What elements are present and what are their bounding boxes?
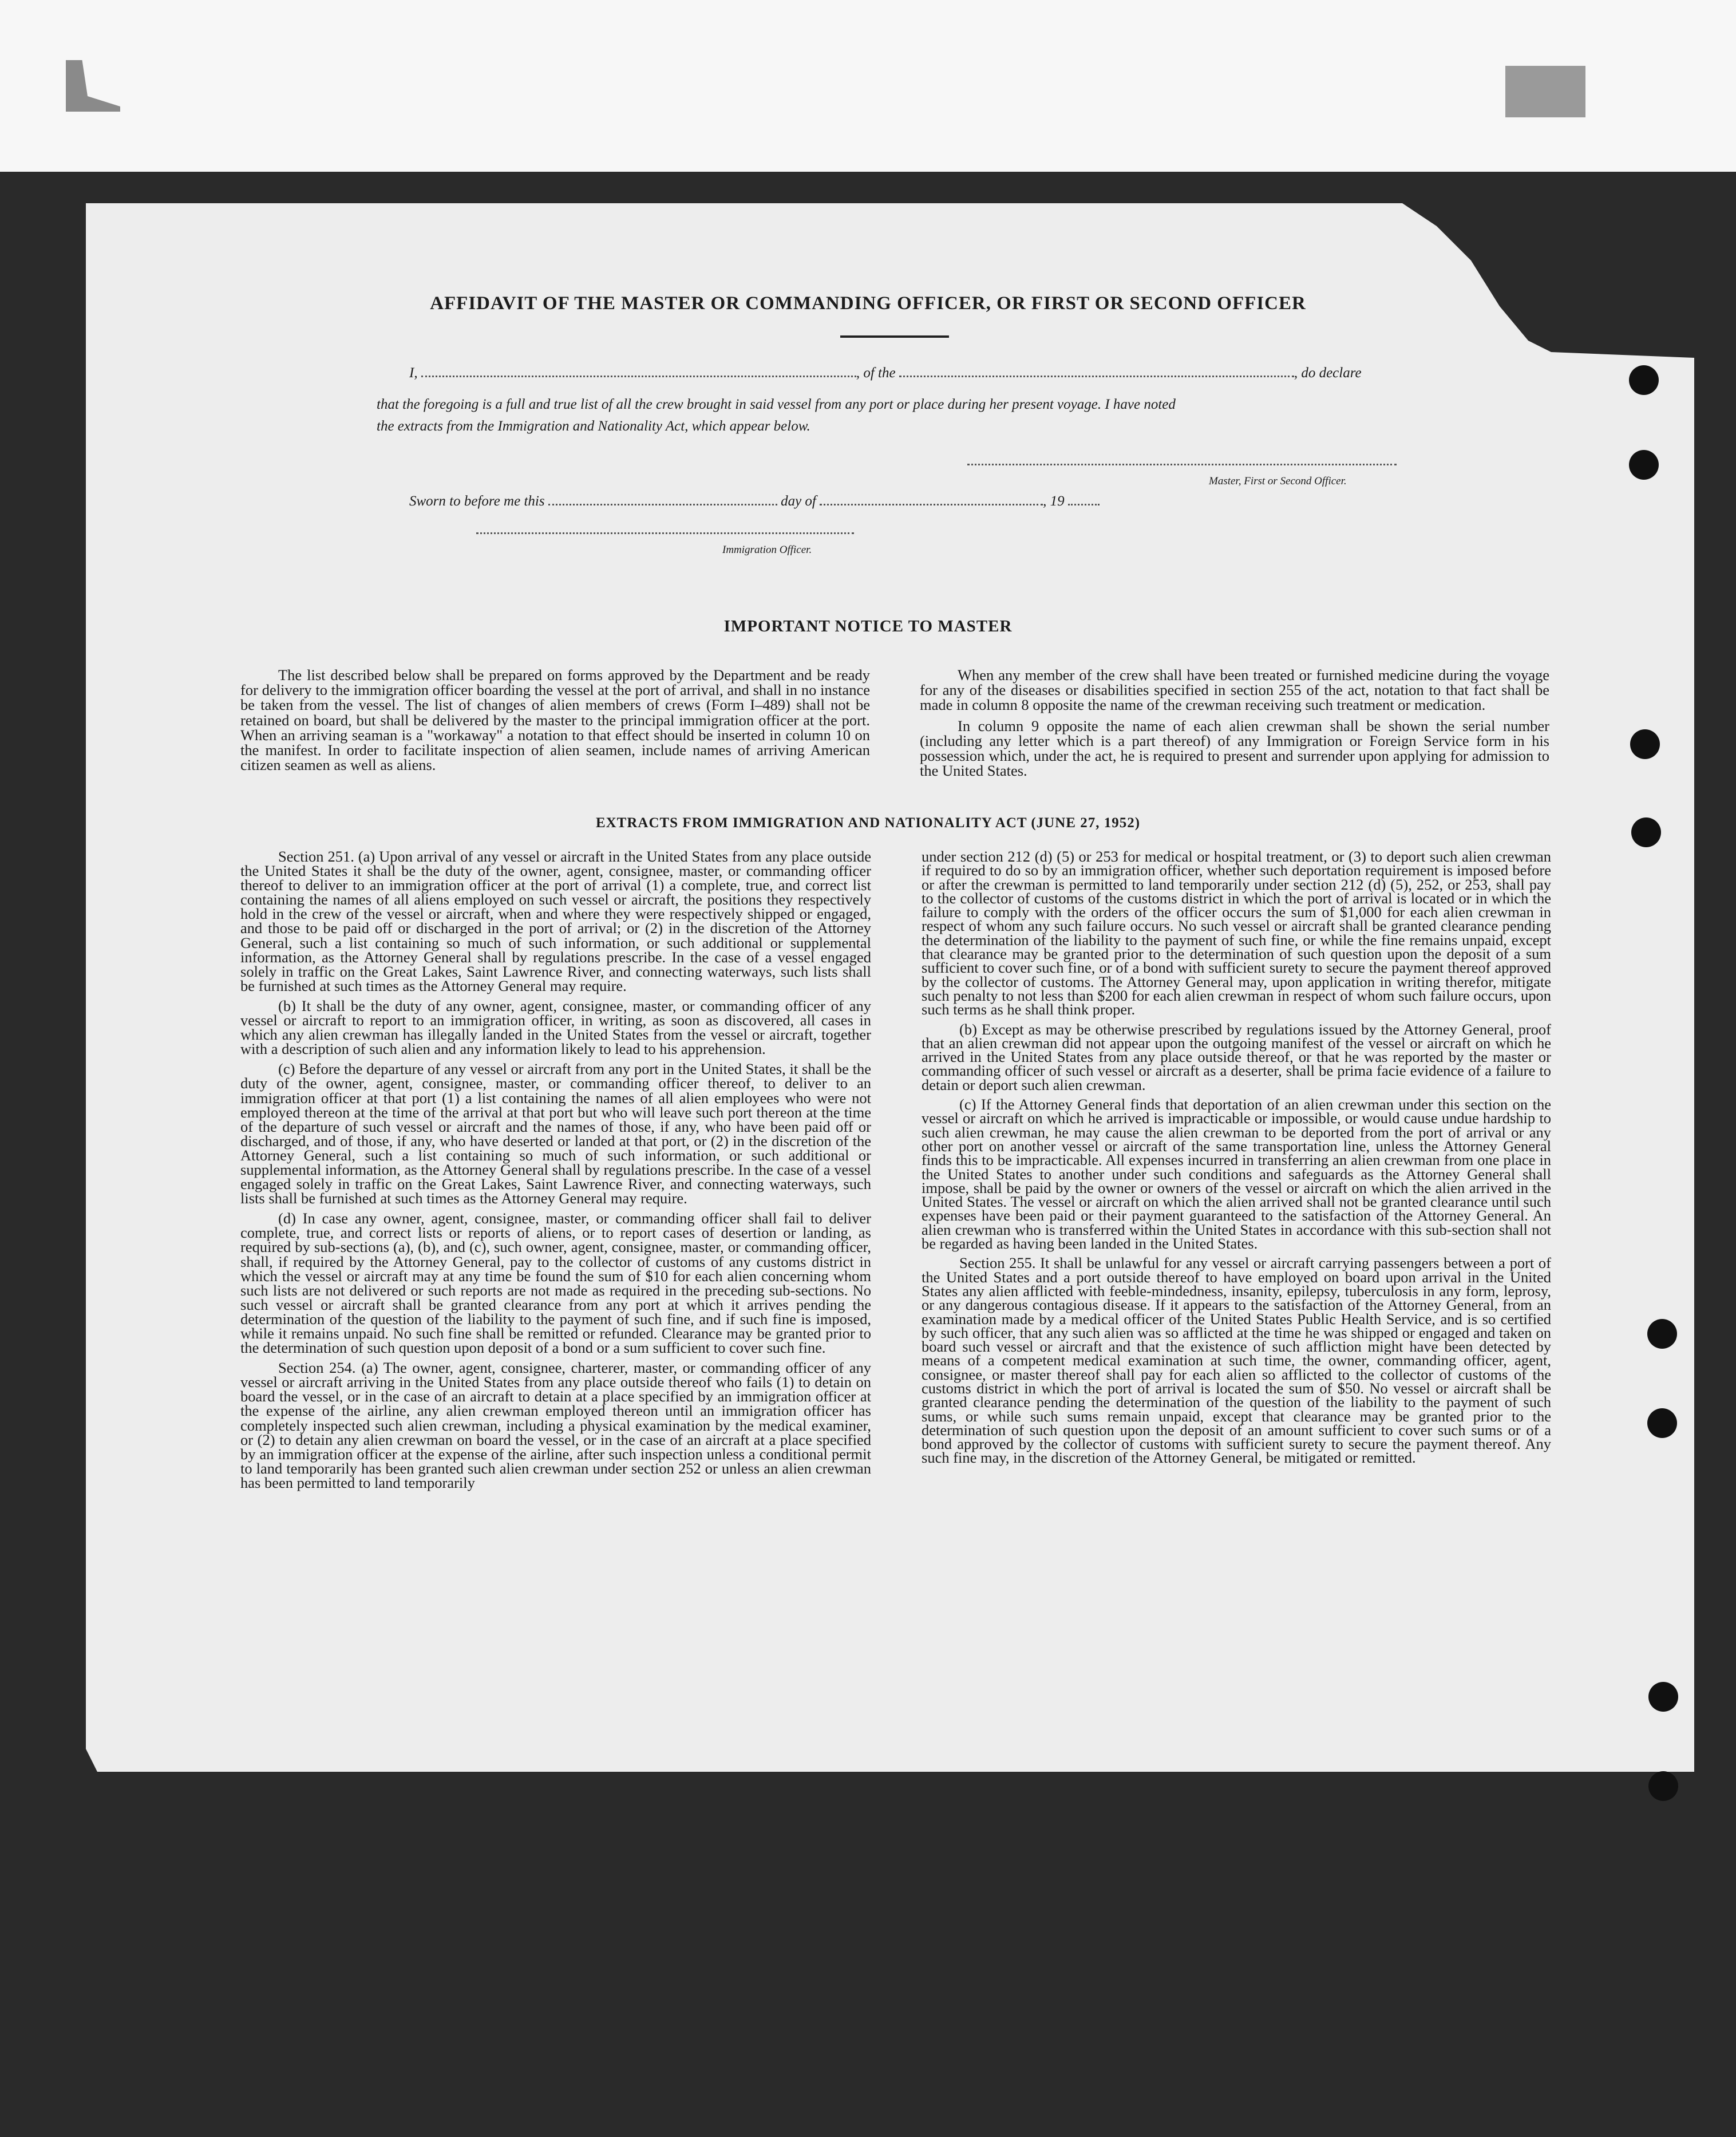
affidavit-line-1 [409, 365, 1362, 381]
label-of-the: , of the [856, 365, 896, 381]
notice-paragraph: The list described below shall be prepared on forms approved by the Department and be ready for delivery to the immigration officer boarding the vessel at the port of arrival, and shall in no instance be taken from the vessel. The list of changes of alien members of crews (Form I–489) shall not be retained on board, but shall be delivered by the master to the principal immigration officer at the port. When an arriving seaman is a "workaway" a notation to that effect should be inserted in column 10 on the manifest. In order to facilitate inspection of alien seamen, include names of arriving American citizen seamen as well as aliens. [240, 666, 870, 774]
notice-title: IMPORTANT NOTICE TO MASTER [723, 617, 1013, 635]
section-254-c: (c) If the Attorney General finds that deportation of an alien crewman under this section on the vessel or aircraft on which he arrived is impracticable or impossible, or would cause undue hardship to such alien crewman, he may cause the alien crewman to be deported from the port of arrival or any other port on another vessel or aircraft of the same transportation line, unless the Attorney General finds this to be impracticable. All expenses incurred in transferring an alien crewman from one place in the United States to another under such conditions and safeguards as the Attorney General shall impose, shall be paid by the owner or owners of the vessel or aircraft on which the alien arrived in the United States. The vessel or aircraft on which the alien arrived shall not be granted clearance until such expenses have been paid or their payment guaranteed to the satisfaction of the Attorney General. An alien crewman who is transferred within the United States in accordance with this sub-section shall not be regarded as having been landed in the United States. [922, 1096, 1551, 1253]
section-251-d: (d) In case any owner, agent, consignee, master, or commanding officer shall fail to deliver complete, true, and correct lists or reports of aliens, or to report cases of desertion or landing, as required by sub-sections (a), (b), and (c), such owner, agent, consignee, master, or commanding officer, shall, if required by the Attorney General, pay to the collector of customs of any customs district in which the vessel or aircraft may at any time be found the sum of $10 for each alien concerning whom such lists are not delivered or such reports are not made as required in the preceding sub-sections. No such vessel or aircraft shall be granted clearance from any port at which it arrives pending the determination of the question of the liability to the payment of such fine, and if such fine is imposed, while it remains unpaid. No such fine shall be remitted or refunded. Clearance may be granted prior to the determination of such question upon deposit of a bond or a sum sufficient to cover such fine. [240, 1210, 871, 1357]
label-i: I, [409, 365, 418, 381]
punch-hole [1647, 1408, 1677, 1438]
punch-hole [1630, 729, 1660, 759]
section-254-b: (b) Except as may be otherwise prescribed by regulations issued by the Attorney General, proof that an alien crewman did not appear upon the outgoing manifest of the vessel or aircraft on which he arrived in the United States from any place outside thereof, or that he was reported by the master or commanding officer of such vessel or aircraft as a deserter, shall be prima facie evidence of a failure to detain or deport such alien crewman. [922, 1020, 1551, 1093]
section-254-a: Section 254. (a) The owner, agent, consignee, charterer, master, or commanding officer of any vessel or aircraft arriving in the United States from any place outside thereof who fails (1) to detain on board the vessel, or in the case of an aircraft to detain at a place specified by an immigration officer at the expense of the airline, any alien crewman employed thereon until an immigration officer has completely inspected such alien crewman, including a physical examination by the medical examiner, or (2) to detain any alien crewman on board the vessel, or in the case of an aircraft at a place specified by an immigration officer at the expense of the airline, after such inspection unless a conditional permit to land temporarily has been granted such alien crewman under section 252 or unless an alien crewman has been permitted to land temporarily [240, 1359, 871, 1491]
punch-hole [1629, 365, 1659, 395]
title-rule [840, 335, 949, 338]
sworn-line [409, 493, 1100, 509]
statement-line-1: that the foregoing is a full and true list of all the crew brought in said vessel from any port or place during her present voyage. I have noted [377, 397, 1176, 412]
notice-right-column [920, 667, 1549, 784]
officer-signature-line [476, 532, 854, 534]
notice-paragraph: In column 9 opposite the name of each alien crewman shall be shown the serial number (including any letter which is a part thereof) of any Immigration or Foreign Service form in his possession which, under the act, he is required to present and surrender upon applying for admission to the United States. [920, 717, 1549, 780]
affidavit-title: AFFIDAVIT OF THE MASTER OR COMMANDING OFFICER, OR FIRST OR SECOND OFFICER [430, 293, 1306, 314]
section-251-b: (b) It shall be the duty of any owner, agent, consignee, master, or commanding officer of any vessel or aircraft to report to an immigration officer, in writing, as soon as discovered, all cases in which any alien crewman has illegally landed in the United States from the vessel or aircraft, together with a description of such alien and any information likely to lead to his apprehension. [240, 997, 871, 1058]
sworn-month-blank [820, 504, 1043, 505]
section-251-a: Section 251. (a) Upon arrival of any vessel or aircraft in the United States from any place outside the United States it shall be the duty of the owner, agent, consignee, master, or commanding officer thereof to deliver to an immigration officer at the port of arrival (1) a complete, true, and correct list containing the names of all aliens employed on such vessel or aircraft, the positions they respectively hold in the crew of the vessel or aircraft, when and where they were respectively shipped or engaged, and those to be paid off or discharged in the port of arrival; or (2) in the discretion of the Attorney General, such a list containing so much of such information, or such additional or supplemental information, as the Attorney General shall by regulations prescribe. In the case of a vessel engaged solely in traffic on the Great Lakes, Saint Lawrence River, and connecting waterways, such lists shall be furnished at such times as the Attorney General may require. [240, 850, 871, 994]
punch-hole [1648, 1771, 1678, 1801]
extracts-left-column [240, 850, 871, 1725]
notice-paragraph: When any member of the crew shall have been treated or furnished medicine during the voyage for any of the diseases or disabilities specified in section 255 of the act, notation to that fact shall be made in column 8 opposite the name of the crewman receiving such treatment or medication. [920, 666, 1549, 714]
extracts-title: EXTRACTS FROM IMMIGRATION AND NATIONALITY ACT (JUNE 27, 1952) [595, 815, 1141, 831]
label-do-declare: , do declare [1294, 365, 1362, 381]
master-label: Master, First or Second Officer. [1209, 475, 1347, 487]
day-of-label: day of [781, 493, 816, 509]
sworn-day-blank [548, 504, 777, 505]
extracts-right-column [922, 850, 1551, 1725]
scan-background-top [0, 0, 1736, 172]
scan-corner-tab [1505, 66, 1585, 117]
year-label: , 19 [1043, 493, 1065, 509]
vessel-blank [899, 376, 1294, 377]
notice-left-column [240, 667, 870, 778]
punch-hole [1648, 1682, 1678, 1712]
affidavit-statement [377, 394, 1418, 437]
sworn-label: Sworn to before me this [409, 493, 545, 509]
section-255: Section 255. It shall be unlawful for any vessel or aircraft carrying passengers between a port of the United States and a port outside thereof to have employed on board upon arrival in the United States any alien afflicted with feeble-mindedness, insanity, epilepsy, tuberculosis in any form, leprosy, or any dangerous contagious disease. If it appears to the satisfaction of the Attorney General, from an examination made by a medical officer of the United States Public Health Service, and is so certified by such officer, that any such alien was so afflicted at the time he was shipped or engaged and taken on board such vessel or aircraft and that the existence of such affliction might have been detected by means of a competent medical examination at such time, the owner, commanding officer, agent, consignee, or master thereof shall pay for each alien so afflicted to the collector of customs of the customs district in which the port of arrival is located the sum of $50. No vessel or aircraft shall be granted clearance pending the determination of the question of the liability to the payment of such sums, or while such sums remain unpaid, except that clearance may be granted prior to the determination of such question upon the deposit of an amount sufficient to cover such sums or of a bond approved by the collector of customs with sufficient surety to secure the payment thereof. Any such fine may, in the discretion of the Attorney General, be mitigated or remitted. [922, 1254, 1551, 1467]
officer-label: Immigration Officer. [722, 544, 812, 556]
sworn-year-blank [1068, 504, 1100, 505]
section-251-c: (c) Before the departure of any vessel or aircraft from any port in the United States, it shall be the duty of the owner, agent, consignee, master, or commanding officer thereof, to deliver to an immigration officer at that port (1) a list containing the names of all alien employees who were not employed thereon at the time of the arrival at that port but who will leave such port thereon at the time of the departure of such vessel or aircraft and the names of those, if any, who have been paid off or discharged, and of those, if any, who have deserted or landed at that port, or (2) in the discretion of the Attorney General, such a list containing so much of such information, or such additional or supplemental information, as the Attorney General shall by regulations prescribe. In the case of a vessel engaged solely in traffic on the Great Lakes, Saint Lawrence River, and connecting waterways, such lists shall be furnished at such times as the Attorney General may require. [240, 1060, 871, 1207]
master-signature-line [967, 464, 1397, 465]
punch-hole [1629, 450, 1659, 480]
section-254-cont: under section 212 (d) (5) or 253 for medical or hospital treatment, or (3) to deport such alien crewman if required to do so by an immigration officer, whether such deportation requirement is imposed before or after the crewman is permitted to land temporarily under section 212 (d) (5), 252, or 253, shall pay to the collector of customs of the customs district in which the port of arrival is located or in which the failure to comply with the orders of the officer occurs the sum of $1,000 for each alien crewman in respect of whom any such failure occurs. No such vessel or aircraft shall be granted clearance pending the determination of the liability to the payment of such fine, or while the fine remains unpaid, except that clearance may be granted prior to the determination of such question upon the deposit of a sum sufficient to cover such fine, or of a bond with sufficient surety to secure the payment thereof approved by the collector of customs. The Attorney General may, upon application in writing therefor, mitigate such penalty to not less than $200 for each alien crewman in respect of whom such failure occurs, upon such terms as he shall think proper. [922, 850, 1551, 1018]
punch-hole [1647, 1319, 1677, 1349]
name-blank [421, 376, 856, 377]
statement-line-2: the extracts from the Immigration and Nationality Act, which appear below. [377, 418, 810, 434]
